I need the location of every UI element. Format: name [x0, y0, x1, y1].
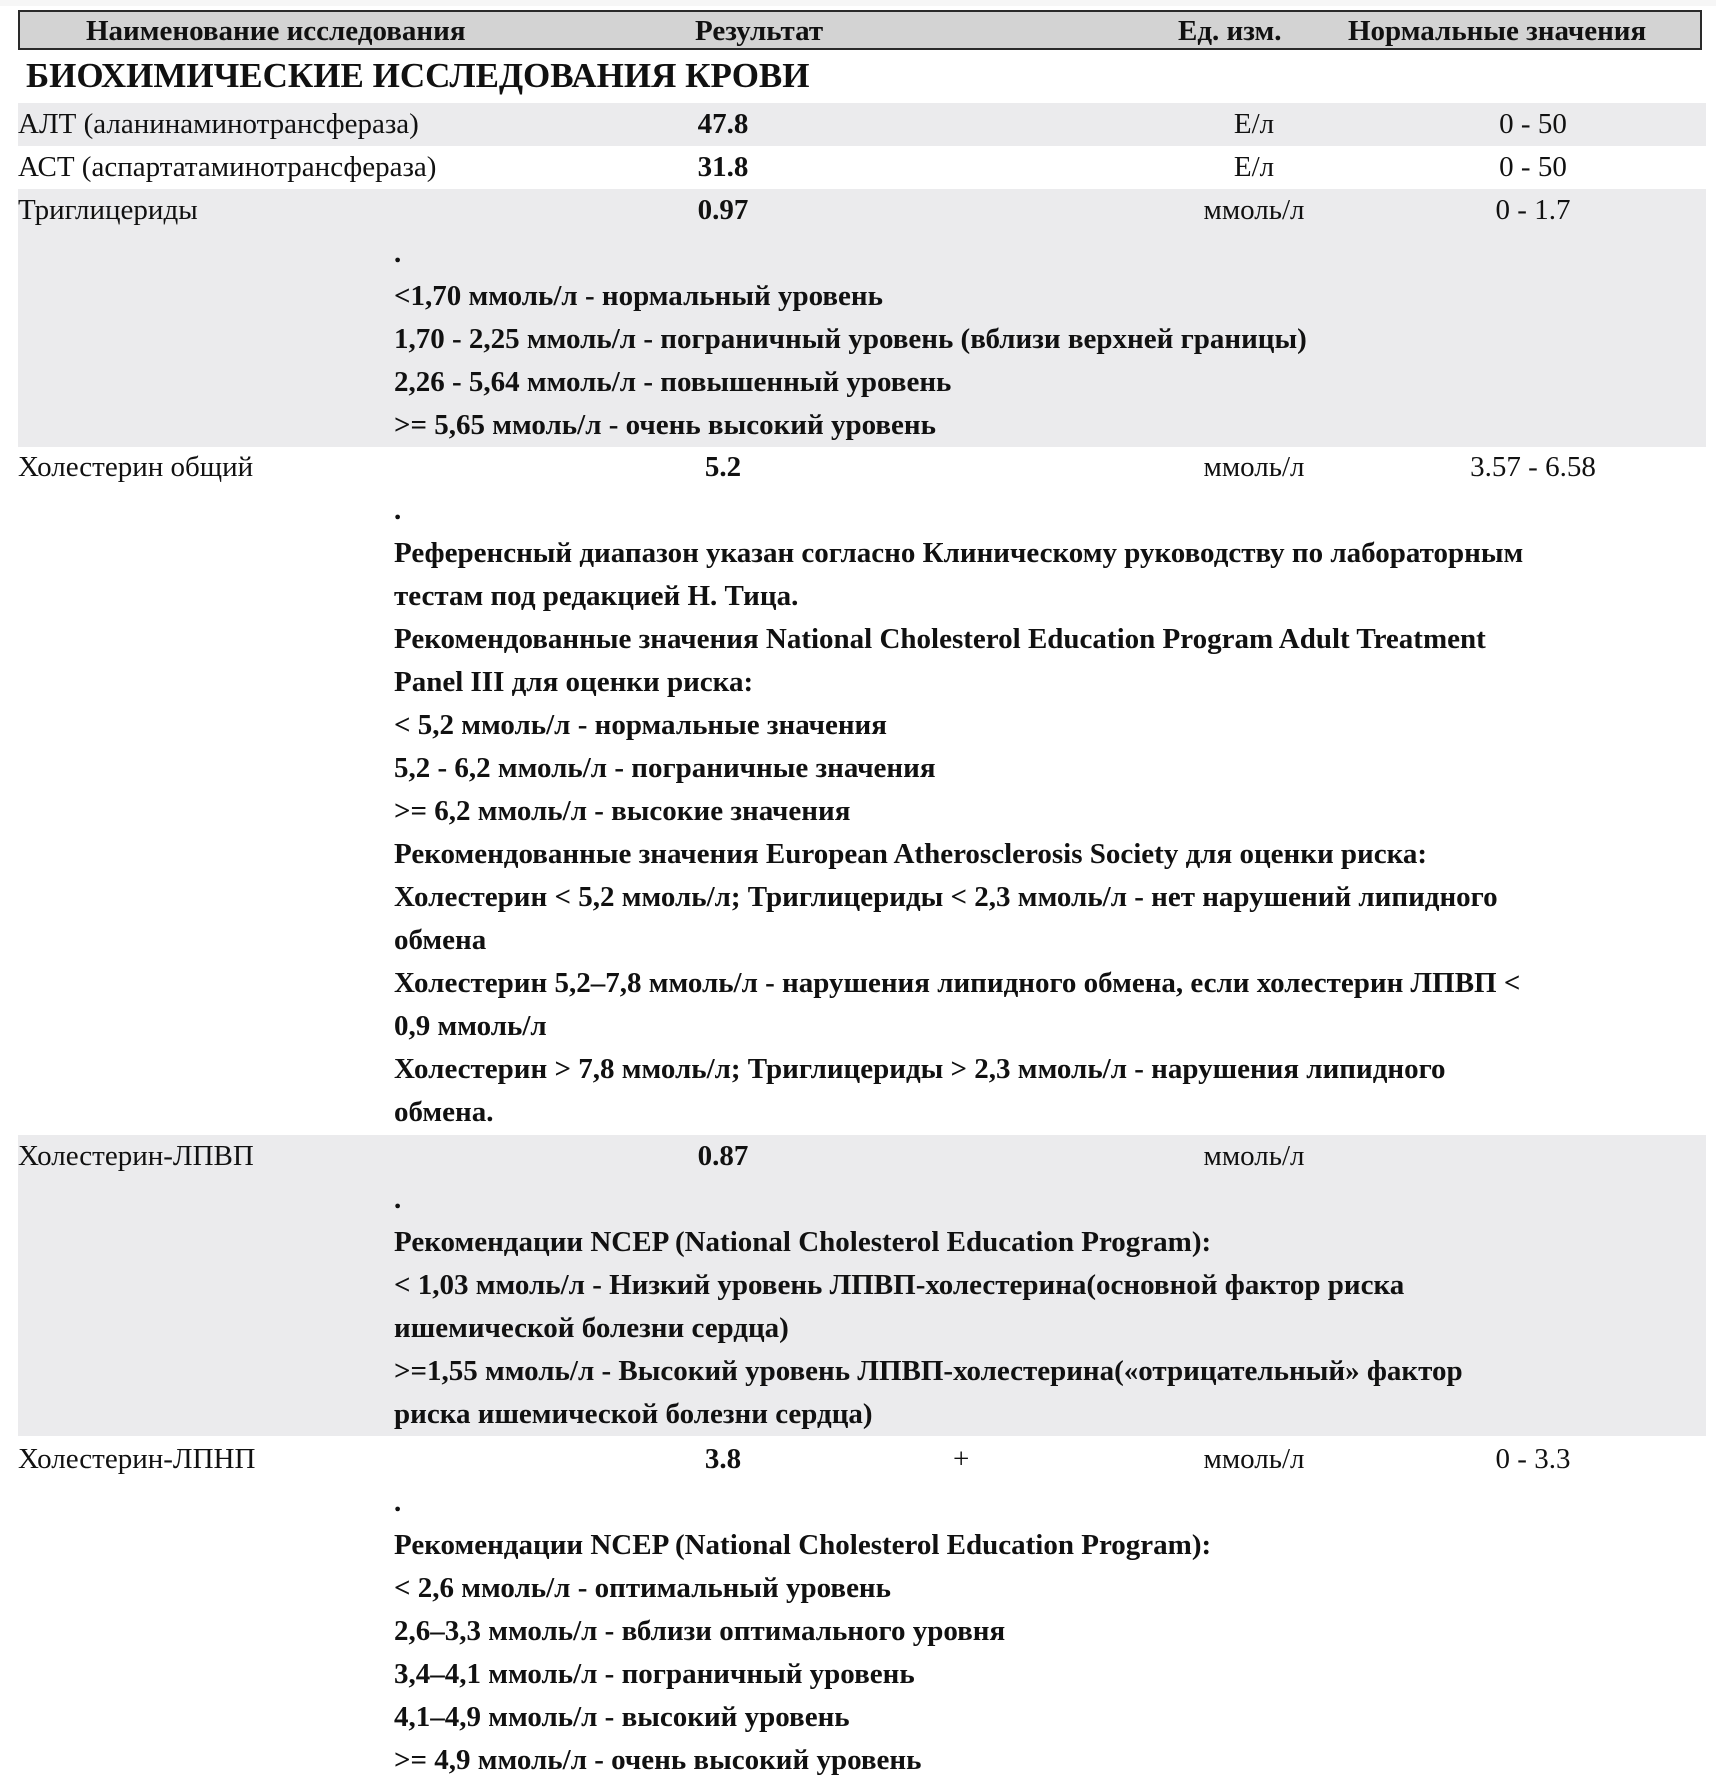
note-line: 1,70 - 2,25 ммоль/л - пограничный уровень (вблизи верхней границы) [394, 323, 1307, 355]
note-line: < 5,2 ммоль/л - нормальные значения [394, 709, 887, 741]
test-result: 0.87 [697, 1140, 749, 1172]
note-line: . [394, 1486, 402, 1518]
header-unit: Ед. изм. [1178, 15, 1282, 47]
test-unit: Е/л [1233, 151, 1275, 183]
header-name: Наименование исследования [86, 15, 466, 47]
note-line: Рекомендации NCEP (National Cholesterol Education Program): [394, 1529, 1212, 1561]
normal-range: 0 - 50 [1499, 108, 1567, 140]
reference-notes [394, 1178, 1704, 1436]
test-name: Холестерин общий [18, 451, 254, 483]
normal-range: 0 - 50 [1499, 151, 1567, 183]
note-line: <1,70 ммоль/л - нормальный уровень [394, 280, 883, 312]
note-line: >= 5,65 ммоль/л - очень высокий уровень [394, 409, 936, 441]
table-row [18, 1135, 1706, 1436]
note-line: >= 6,2 ммоль/л - высокие значения [394, 795, 851, 827]
abnormal-flag: + [953, 1443, 970, 1475]
test-unit: Е/л [1233, 108, 1275, 140]
test-unit: ммоль/л [1203, 1443, 1305, 1475]
note-line: Panel III для оценки риска: [394, 666, 754, 698]
note-line: тестам под редакцией Н. Тица. [394, 580, 799, 612]
note-line: 0,9 ммоль/л [394, 1010, 547, 1042]
note-line: Рекомендованные значения European Atherosclerosis Society для оценки риска: [394, 838, 1428, 870]
note-line: обмена. [394, 1096, 494, 1128]
top-strip [0, 0, 1716, 6]
test-name: Холестерин-ЛПНП [18, 1443, 256, 1475]
note-line: 2,6–3,3 ммоль/л - вблизи оптимального уровня [394, 1615, 1006, 1647]
note-line: 4,1–4,9 ммоль/л - высокий уровень [394, 1701, 850, 1733]
note-line: >=1,55 ммоль/л - Высокий уровень ЛПВП-холестерина(«отрицательный» фактор [394, 1355, 1463, 1387]
note-line: . [394, 1183, 402, 1215]
note-line: . [394, 494, 402, 526]
table-header [18, 10, 1702, 50]
normal-range: 0 - 1.7 [1495, 194, 1571, 226]
test-unit: ммоль/л [1203, 451, 1305, 483]
note-line: 3,4–4,1 ммоль/л - пограничный уровень [394, 1658, 915, 1690]
section-title: БИОХИМИЧЕСКИЕ ИССЛЕДОВАНИЯ КРОВИ [26, 56, 810, 95]
test-unit: ммоль/л [1203, 194, 1305, 226]
table-row [18, 1438, 1706, 1782]
header-normal: Нормальные значения [1348, 15, 1647, 47]
test-unit: ммоль/л [1203, 1140, 1305, 1172]
test-name: Триглицериды [18, 194, 198, 226]
note-line: 5,2 - 6,2 ммоль/л - пограничные значения [394, 752, 936, 784]
test-name: АСТ (аспартатаминотрансфераза) [18, 151, 437, 183]
reference-notes [394, 489, 1704, 1134]
table-row [18, 189, 1706, 447]
normal-range: 0 - 3.3 [1495, 1443, 1571, 1475]
note-line: Референсный диапазон указан согласно Клиническому руководству по лабораторным [394, 537, 1524, 569]
note-line: Холестерин > 7,8 ммоль/л; Триглицериды > 2,3 ммоль/л - нарушения липидного [394, 1053, 1446, 1085]
test-result: 31.8 [697, 151, 749, 183]
note-line: Рекомендации NCEP (National Cholesterol Education Program): [394, 1226, 1212, 1258]
note-line: Холестерин 5,2–7,8 ммоль/л - нарушения липидного обмена, если холестерин ЛПВП < [394, 967, 1521, 999]
test-result: 47.8 [697, 108, 749, 140]
test-name: Холестерин-ЛПВП [18, 1140, 254, 1172]
note-line: . [394, 237, 402, 269]
test-result: 0.97 [697, 194, 749, 226]
header-result: Результат [695, 15, 824, 47]
note-line: < 2,6 ммоль/л - оптимальный уровень [394, 1572, 891, 1604]
note-line: риска ишемической болезни сердца) [394, 1398, 873, 1430]
test-result: 5.2 [704, 451, 742, 483]
reference-notes [394, 232, 1704, 447]
table-row [18, 146, 1706, 189]
note-line: < 1,03 ммоль/л - Низкий уровень ЛПВП-холестерина(основной фактор риска [394, 1269, 1405, 1301]
note-line: ишемической болезни сердца) [394, 1312, 789, 1344]
test-name: АЛТ (аланинаминотрансфераза) [18, 108, 419, 140]
note-line: Холестерин < 5,2 ммоль/л; Триглицериды < 2,3 ммоль/л - нет нарушений липидного [394, 881, 1498, 913]
reference-notes [394, 1481, 1704, 1782]
table-row [18, 103, 1706, 146]
table-row [18, 446, 1706, 1134]
note-line: обмена [394, 924, 487, 956]
note-line: >= 4,9 ммоль/л - очень высокий уровень [394, 1744, 922, 1776]
normal-range: 3.57 - 6.58 [1470, 451, 1596, 483]
note-line: Рекомендованные значения National Cholesterol Education Program Adult Treatment [394, 623, 1486, 655]
test-result: 3.8 [704, 1443, 742, 1475]
note-line: 2,26 - 5,64 ммоль/л - повышенный уровень [394, 366, 952, 398]
